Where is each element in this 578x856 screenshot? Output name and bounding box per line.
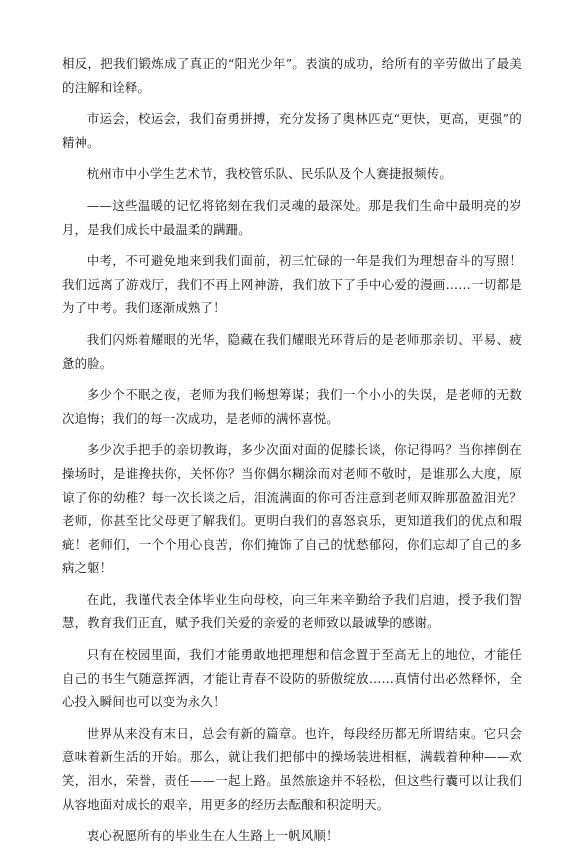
paragraph-11: 世界从来没有末日，总会有新的篇章。也许，每段经历都无所谓结束。它只会意味着新生活的开始。那么，就让我们把郁中的操场装进相框，满载着种种——欢笑，泪水，荣誉，责任——一起上路。虽然旅途并不轻松，但这些行囊可以让我们从容地面对成长的艰辛，用更多的经历去酝酿和积淀明天。	[62, 725, 522, 812]
paragraph-7: 多少个不眠之夜，老师为我们畅想筹谋；我们一个小小的失误，是老师的无数次追悔；我们的每一次成功，是老师的满怀喜悦。	[62, 387, 522, 426]
paragraph-8: 多少次手把手的亲切教诲，多少次面对面的促膝长谈，你记得吗？当你摔倒在操场时，是谁搀扶你，关怀你？当你偶尔糊涂而对老师不敬时，是谁那么大度，原谅了你的幼稚？每一次长谈之后，泪流满面的你可否注意到老师双眸那盈盈泪光？老师，你甚至比父母更了解我们。更明白我们的喜怒哀乐，更知道我们的优点和瑕疵！老师们，一个个用心良苦，你们掩饰了自己的忧愁郁闷，你们忘却了自己的多病之躯！	[62, 442, 522, 576]
paragraph-12: 衷心祝愿所有的毕业生在人生路上一帆风顺！	[86, 828, 339, 844]
paragraph-5: 中考，不可避免地来到我们面前，初三忙碌的一年是我们为理想奋斗的写照！我们远离了游戏厅，我们不再上网神游，我们放下了手中心爱的漫画……一切都是为了中考。我们逐渐成熟了！	[62, 253, 522, 316]
paragraph-2: 市运会，校运会，我们奋勇拼搏，充分发扬了奥林匹克“更快，更高，更强”的精神。	[62, 111, 522, 150]
paragraph-10: 只有在校园里面，我们才能勇敢地把理想和信念置于至高无上的地位，才能任自己的书生气随意挥洒，才能让青春不设防的骄傲绽放……真情付出必然释怀，全心投入瞬间也可以变为永久！	[62, 647, 522, 710]
paragraph-3: 杭州市中小学生艺术节，我校管乐队、民乐队及个人赛捷报频传。	[86, 166, 452, 182]
paragraph-4: ——这些温暖的记忆将铭刻在我们灵魂的最深处。那是我们生命中最明亮的岁月，是我们成长中最温柔的蹒跚。	[62, 197, 522, 237]
paragraph-6: 我们闪烁着耀眼的光华，隐藏在我们耀眼光环背后的是老师那亲切、平易、疲惫的脸。	[62, 331, 522, 371]
document-body	[62, 52, 522, 856]
paragraph-9: 在此，我谨代表全体毕业生向母校，向三年来辛勤给予我们启迪，授予我们智慧，教育我们正直，赋予我们关爱的亲爱的老师致以最诚挚的感谢。	[62, 591, 522, 631]
paragraph-1: 相反，把我们锻炼成了真正的“阳光少年”。表演的成功，给所有的辛劳做出了最美的注解和诠释。	[62, 56, 522, 95]
